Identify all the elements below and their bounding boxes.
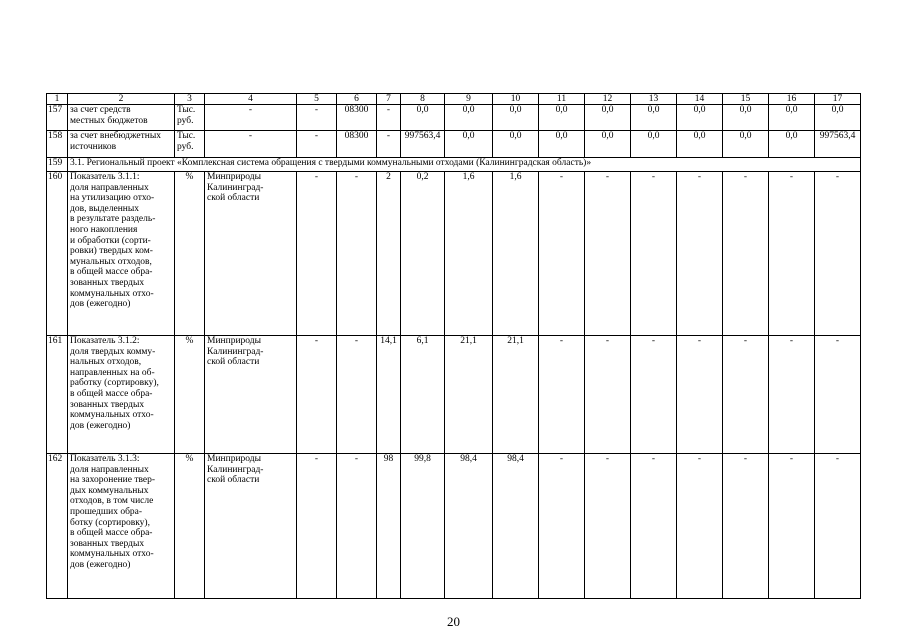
header-cell: 1 (47, 94, 68, 105)
header-cell: 5 (297, 94, 337, 105)
row-number: 158 (47, 131, 68, 158)
table-cell: - (815, 172, 861, 336)
row-number: 157 (47, 105, 68, 131)
table-cell: 0,0 (445, 131, 493, 158)
row-unit: % (175, 454, 205, 599)
header-cell: 12 (585, 94, 631, 105)
table-cell: - (631, 336, 677, 454)
table-cell: 0,0 (769, 131, 815, 158)
row-responsible: Минприроды Калининград- ской области (205, 172, 297, 336)
table-cell: - (677, 454, 723, 599)
table-cell: - (769, 172, 815, 336)
header-cell: 15 (723, 94, 769, 105)
table-cell: - (377, 105, 401, 131)
table-cell: 98,4 (445, 454, 493, 599)
header-cell: 3 (175, 94, 205, 105)
header-cell: 17 (815, 94, 861, 105)
header-cell: 14 (677, 94, 723, 105)
table-cell: - (723, 336, 769, 454)
header-cell: 16 (769, 94, 815, 105)
table-row (47, 336, 861, 454)
table-cell: 0,0 (723, 105, 769, 131)
table-cell: - (631, 454, 677, 599)
table-cell: 0,0 (677, 105, 723, 131)
table-cell: - (585, 454, 631, 599)
table-cell: 99,8 (401, 454, 445, 599)
row-description: Показатель 3.1.3: доля направленных на захоронение твер- дых коммунальных отходов, в том числе прошедших обра- ботку (сортировку), в общей массе обра- зованных твердых коммунальных отхо- дов (ежегодно) (68, 454, 175, 599)
table-cell: - (539, 454, 585, 599)
row-responsible: - (205, 105, 297, 131)
table-cell: - (539, 336, 585, 454)
table-cell: 98 (377, 454, 401, 599)
table-cell: 0,0 (631, 131, 677, 158)
table-cell: 08300 (337, 131, 377, 158)
table-cell: - (631, 172, 677, 336)
section-row (47, 158, 861, 172)
table-cell: 0,0 (585, 131, 631, 158)
header-cell: 6 (337, 94, 377, 105)
row-number: 159 (47, 158, 68, 172)
page-number: 20 (447, 614, 460, 629)
table-cell: - (677, 336, 723, 454)
table-cell: - (297, 172, 337, 336)
table-cell: 0,0 (723, 131, 769, 158)
table-cell: - (723, 172, 769, 336)
table-cell: 0,0 (493, 131, 539, 158)
table-cell: 997563,4 (401, 131, 445, 158)
header-cell: 4 (205, 94, 297, 105)
table-cell: - (769, 454, 815, 599)
table-cell: 2 (377, 172, 401, 336)
table-cell: 21,1 (445, 336, 493, 454)
header-cell: 9 (445, 94, 493, 105)
table-cell: 14,1 (377, 336, 401, 454)
row-number: 161 (47, 336, 68, 454)
table-cell: - (815, 454, 861, 599)
table-cell: - (585, 172, 631, 336)
row-unit: % (175, 172, 205, 336)
table-cell: - (677, 172, 723, 336)
table-row (47, 172, 861, 336)
row-description: за счет внебюджетных источников (68, 131, 175, 158)
table-cell: 0,0 (445, 105, 493, 131)
table-cell: 0,0 (631, 105, 677, 131)
header-cell: 7 (377, 94, 401, 105)
table-cell: - (377, 131, 401, 158)
table-row (47, 105, 861, 131)
table-cell: 0,0 (401, 105, 445, 131)
section-title: 3.1. Региональный проект «Комплексная система обращения с твердыми коммунальными отходами (Калининградская область)» (68, 158, 861, 172)
table-cell: 0,2 (401, 172, 445, 336)
table-cell: 98,4 (493, 454, 539, 599)
table-cell: - (337, 172, 377, 336)
table-cell: 0,0 (539, 105, 585, 131)
table-cell: 1,6 (445, 172, 493, 336)
table-cell: 0,0 (585, 105, 631, 131)
table-cell: 21,1 (493, 336, 539, 454)
table-cell: - (337, 336, 377, 454)
row-number: 162 (47, 454, 68, 599)
row-unit: Тыс. руб. (175, 131, 205, 158)
header-cell: 13 (631, 94, 677, 105)
data-table (46, 93, 861, 599)
table-cell: 0,0 (539, 131, 585, 158)
table-cell: 1,6 (493, 172, 539, 336)
row-description: Показатель 3.1.1: доля направленных на утилизацию отхо- дов, выделенных в результате раздель- ного накопления и обработки (сорти- ровки) твердых ком- мунальных отходов, в общей массе обра- зованных твердых коммунальных отхо- дов (ежегодно) (68, 172, 175, 336)
header-row (47, 94, 861, 105)
row-unit: Тыс. руб. (175, 105, 205, 131)
table-row (47, 131, 861, 158)
table-cell: 6,1 (401, 336, 445, 454)
table-cell: - (815, 336, 861, 454)
table-cell: 08300 (337, 105, 377, 131)
table-cell: - (297, 105, 337, 131)
table-cell: - (337, 454, 377, 599)
table-cell: 0,0 (493, 105, 539, 131)
row-description: Показатель 3.1.2: доля твердых комму- нальных отходов, направленных на об- работку (сортировку), в общей массе обра- зованных твердых коммунальных отхо- дов (ежегодно) (68, 336, 175, 454)
table-cell: 0,0 (677, 131, 723, 158)
table-cell: - (539, 172, 585, 336)
header-cell: 2 (68, 94, 175, 105)
table-cell: - (769, 336, 815, 454)
table-cell: - (297, 336, 337, 454)
table-cell: 0,0 (815, 105, 861, 131)
table-cell: - (297, 454, 337, 599)
row-unit: % (175, 336, 205, 454)
table-cell: 0,0 (769, 105, 815, 131)
table-cell: - (585, 336, 631, 454)
row-number: 160 (47, 172, 68, 336)
header-cell: 10 (493, 94, 539, 105)
row-description: за счет средств местных бюджетов (68, 105, 175, 131)
header-cell: 11 (539, 94, 585, 105)
table-cell: - (723, 454, 769, 599)
row-responsible: - (205, 131, 297, 158)
table-cell: - (297, 131, 337, 158)
row-responsible: Минприроды Калининград- ской области (205, 454, 297, 599)
table-row (47, 454, 861, 599)
row-responsible: Минприроды Калининград- ской области (205, 336, 297, 454)
header-cell: 8 (401, 94, 445, 105)
table-cell: 997563,4 (815, 131, 861, 158)
